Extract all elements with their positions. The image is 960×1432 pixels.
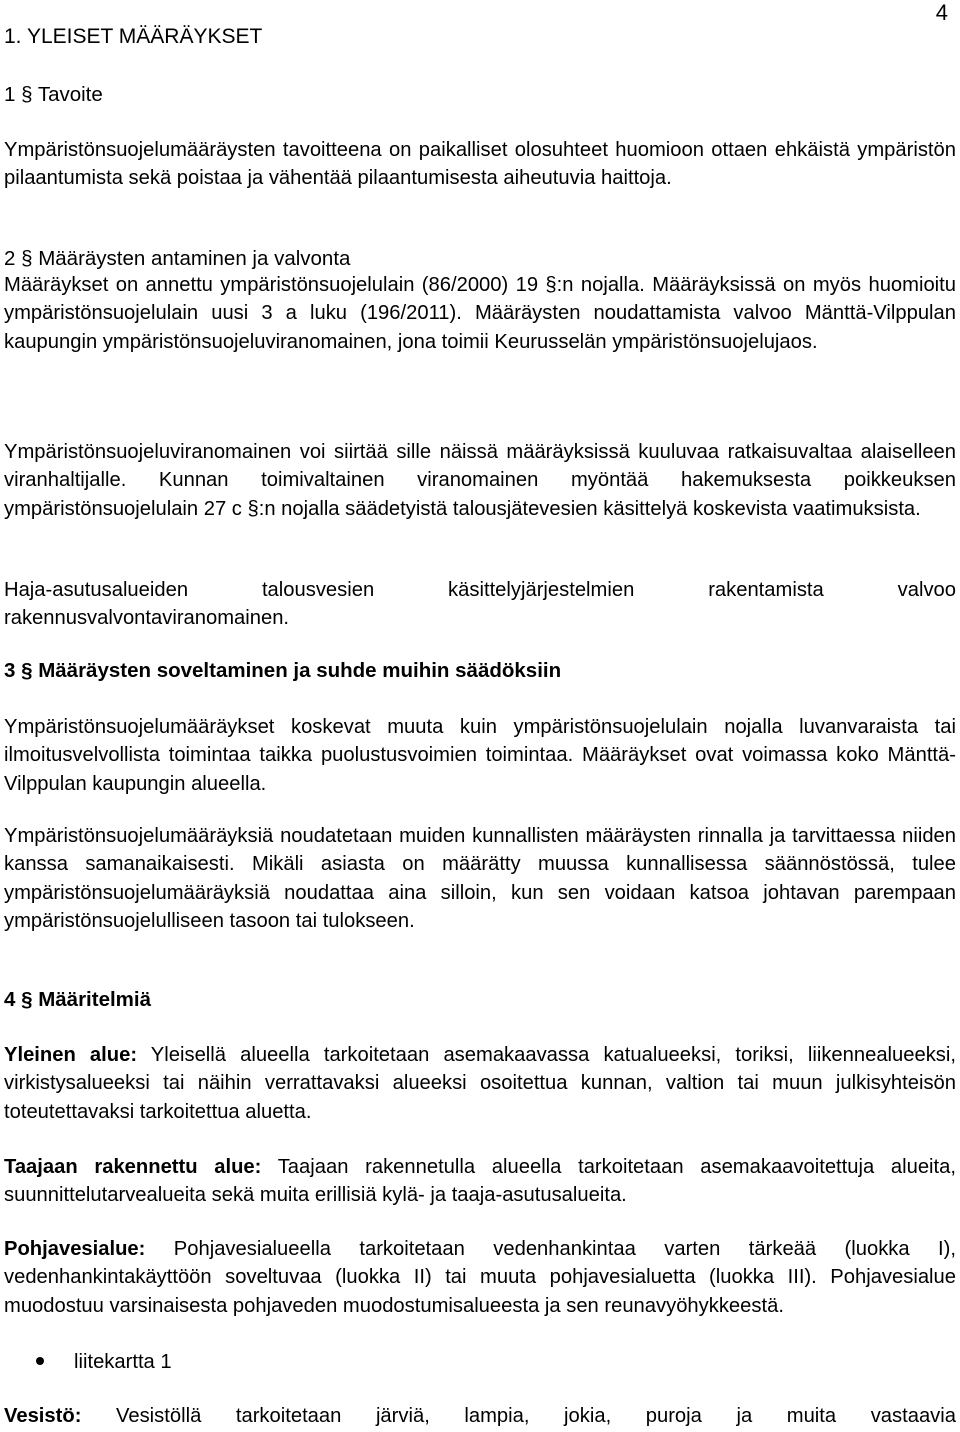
definition-taajaan-rakennettu-alue xyxy=(4,1153,956,1210)
section-title-tavoite: 1 § Tavoite xyxy=(4,83,103,106)
definition-term: Pohjavesialue: xyxy=(4,1238,146,1260)
bullet-list-item xyxy=(36,1348,172,1376)
definition-text: Yleisellä alueella tarkoitetaan asemakaavassa katualueeksi, toriksi, liikennealueeksi, virkistysalueeksi tai näihin verrattavaksi alueeksi osoitettua kunnan, valtion tai muun julkisyhteisön toteutettavaksi tarkoitettua aluetta. xyxy=(4,1044,956,1123)
paragraph-antaminen-3: Haja-asutusalueiden talousvesien käsittelyjärjestelmien rakentamista valvoo rakennusvalvontaviranomainen. xyxy=(4,579,956,630)
section-title-maaraysten-antaminen: 2 § Määräysten antaminen ja valvonta xyxy=(4,247,351,270)
section-title-maaritelmia: 4 § Määritelmiä xyxy=(4,988,151,1011)
definition-yleinen-alue xyxy=(4,1041,956,1126)
paragraph-tavoite: Ympäristönsuojelumääräysten tavoitteena on paikalliset olosuhteet huomioon ottaen ehkäistä ympäristön pilaantumista sekä poistaa ja vähentää pilaantumisesta aiheutuvia haittoja. xyxy=(4,139,956,190)
definition-term: Taajaan rakennettu alue: xyxy=(4,1156,262,1178)
definition-text: Vesistöllä tarkoitetaan järviä, lampia, jokia, puroja ja muita vastaavia xyxy=(81,1405,956,1427)
bullet-icon xyxy=(36,1357,44,1365)
definition-term: Yleinen alue: xyxy=(4,1044,138,1066)
section-title-soveltaminen: 3 § Määräysten soveltaminen ja suhde muihin säädöksiin xyxy=(4,659,562,682)
page-number: 4 xyxy=(935,0,948,25)
paragraph-antaminen-1: Määräykset on annettu ympäristönsuojelulain (86/2000) 19 §:n nojalla. Määräyksissä on myös huomioitu ympäristönsuojelulain uusi 3 a luku (196/2011). Määräysten noudattamista valvoo Mänttä-Vilppulan kaupungin ympäristönsuojeluviranomainen, jona toimii Keurusselän ympäristönsuojelujaos. xyxy=(4,274,956,353)
paragraph-soveltaminen-1: Ympäristönsuojelumääräykset koskevat muuta kuin ympäristönsuojelulain nojalla luvanvaraista tai ilmoitusvelvollista toimintaa taikka puolustusvoimien toimintaa. Määräykset ovat voimassa koko Mänttä-Vilppulan kaupungin alueella. xyxy=(4,716,956,795)
definition-vesisto xyxy=(4,1402,956,1430)
bullet-text: liitekartta 1 xyxy=(74,1351,172,1373)
chapter-heading: 1. YLEISET MÄÄRÄYKSET xyxy=(4,25,263,48)
definition-text: Pohjavesialueella tarkoitetaan vedenhankintaa varten tärkeää (luokka I), vedenhankintakäyttöön soveltuvaa (luokka II) tai muuta pohjavesialuetta (luokka III). Pohjavesialue muodostuu varsinaisesta pohjaveden muodostumisalueesta ja sen reunavyöhykkeestä. xyxy=(4,1238,956,1317)
definition-text: Taajaan rakennetulla alueella tarkoitetaan asemakaavoitettuja alueita, suunnittelutarvealueita sekä muita erillisiä kylä- ja taaja-asutusalueita. xyxy=(4,1156,956,1207)
paragraph-soveltaminen-2: Ympäristönsuojelumääräyksiä noudatetaan muiden kunnallisten määräysten rinnalla ja tarvittaessa niiden kanssa samanaikaisesti. Mikäli asiasta on määrätty muussa kunnallisessa säännöstössä, tulee ympäristönsuojelumääräyksiä noudattaa aina silloin, kun sen voidaan katsoa johtavan parempaan ympäristönsuojelulliseen tasoon tai tulokseen. xyxy=(4,825,956,933)
definition-pohjavesialue xyxy=(4,1235,956,1320)
paragraph-antaminen-2: Ympäristönsuojeluviranomainen voi siirtää sille näissä määräyksissä kuuluvaa ratkaisuvaltaa alaiselleen viranhaltijalle. Kunnan toimivaltainen viranomainen myöntää hakemuksesta poikkeuksen ympäristönsuojelulain 27 c §:n nojalla säädetyistä talousjätevesien käsittelyä koskevista vaatimuksista. xyxy=(4,441,956,520)
definition-term: Vesistö: xyxy=(4,1405,82,1427)
